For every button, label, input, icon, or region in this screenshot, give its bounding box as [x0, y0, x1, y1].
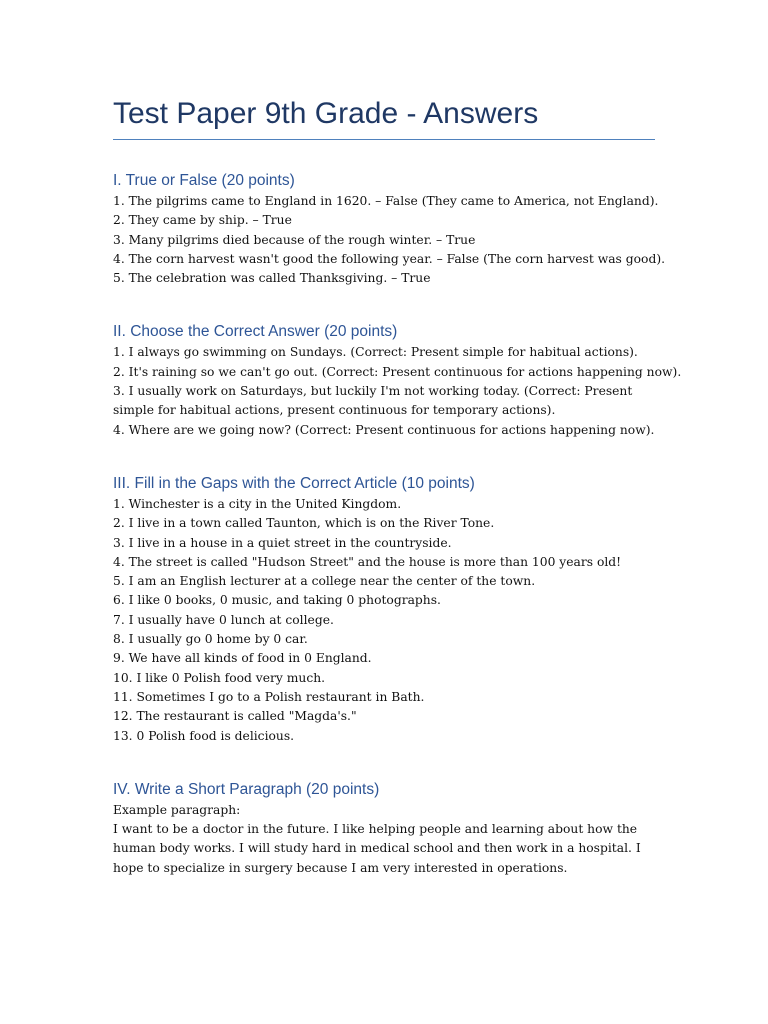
answer-line: 2. It's raining so we can't go out. (Correct: Present continuous for actions happening now). — [113, 364, 682, 379]
answer-line: 1. Winchester is a city in the United Kingdom. — [113, 496, 402, 511]
answer-line: 4. The corn harvest wasn't good the following year. – False (The corn harvest was good). — [113, 251, 666, 266]
answer-list — [113, 343, 682, 439]
section-heading: IV. Write a Short Paragraph (20 points) — [113, 780, 380, 798]
answer-line: 9. We have all kinds of food in 0 England. — [113, 651, 372, 666]
example-paragraph: I want to be a doctor in the future. I like helping people and learning about how the human body works. I will study hard in medical school and then work in a hospital. I hope to specialize in surgery because I am very interested in operations. — [113, 822, 641, 875]
answer-line: 2. They came by ship. – True — [113, 213, 292, 228]
answer-line: 1. I always go swimming on Sundays. (Correct: Present simple for habitual actions). — [113, 345, 638, 360]
section-heading: II. Choose the Correct Answer (20 points) — [113, 323, 398, 341]
answer-line: 5. I am an English lecturer at a college near the center of the town. — [113, 574, 536, 589]
answer-line: 3. Many pilgrims died because of the rough winter. – True — [113, 232, 476, 247]
answer-line: 2. I live in a town called Taunton, which is on the River Tone. — [113, 516, 495, 531]
section-true-or-false — [113, 170, 666, 288]
answer-line: 12. The restaurant is called "Magda's." — [113, 709, 357, 724]
answer-list — [113, 495, 655, 746]
answer-list — [113, 801, 655, 878]
section-heading: III. Fill in the Gaps with the Correct Article (10 points) — [113, 474, 475, 492]
section-short-paragraph — [113, 779, 655, 878]
section-heading: I. True or False (20 points) — [113, 172, 295, 189]
answer-line: 3. I usually work on Saturdays, but luckily I'm not working today. (Correct: Present simple for habitual actions, present continuous for temporary actions). — [113, 384, 633, 418]
answer-list — [113, 192, 666, 288]
answer-line: 7. I usually have 0 lunch at college. — [113, 612, 334, 627]
answer-line: 10. I like 0 Polish food very much. — [113, 670, 326, 685]
answer-line: 6. I like 0 books, 0 music, and taking 0 photographs. — [113, 593, 441, 608]
answer-line: 4. The street is called "Hudson Street" and the house is more than 100 years old! — [113, 554, 622, 569]
answer-line: 11. Sometimes I go to a Polish restaurant in Bath. — [113, 689, 425, 704]
section-choose-correct-answer — [113, 321, 682, 439]
answer-line: 4. Where are we going now? (Correct: Present continuous for actions happening now). — [113, 422, 655, 437]
answer-line: 5. The celebration was called Thanksgiving. – True — [113, 271, 431, 286]
document-page — [113, 95, 682, 878]
answer-line: 1. The pilgrims came to England in 1620. – False (They came to America, not England). — [113, 194, 659, 208]
page-title: Test Paper 9th Grade - Answers — [113, 97, 539, 130]
section-fill-in-the-gaps — [113, 473, 655, 746]
answer-line: 8. I usually go 0 home by 0 car. — [113, 632, 308, 647]
paragraph-label: Example paragraph: — [113, 802, 241, 817]
answer-line: 3. I live in a house in a quiet street in the countryside. — [113, 535, 452, 550]
title-divider — [113, 139, 655, 140]
answer-line: 13. 0 Polish food is delicious. — [113, 728, 295, 743]
